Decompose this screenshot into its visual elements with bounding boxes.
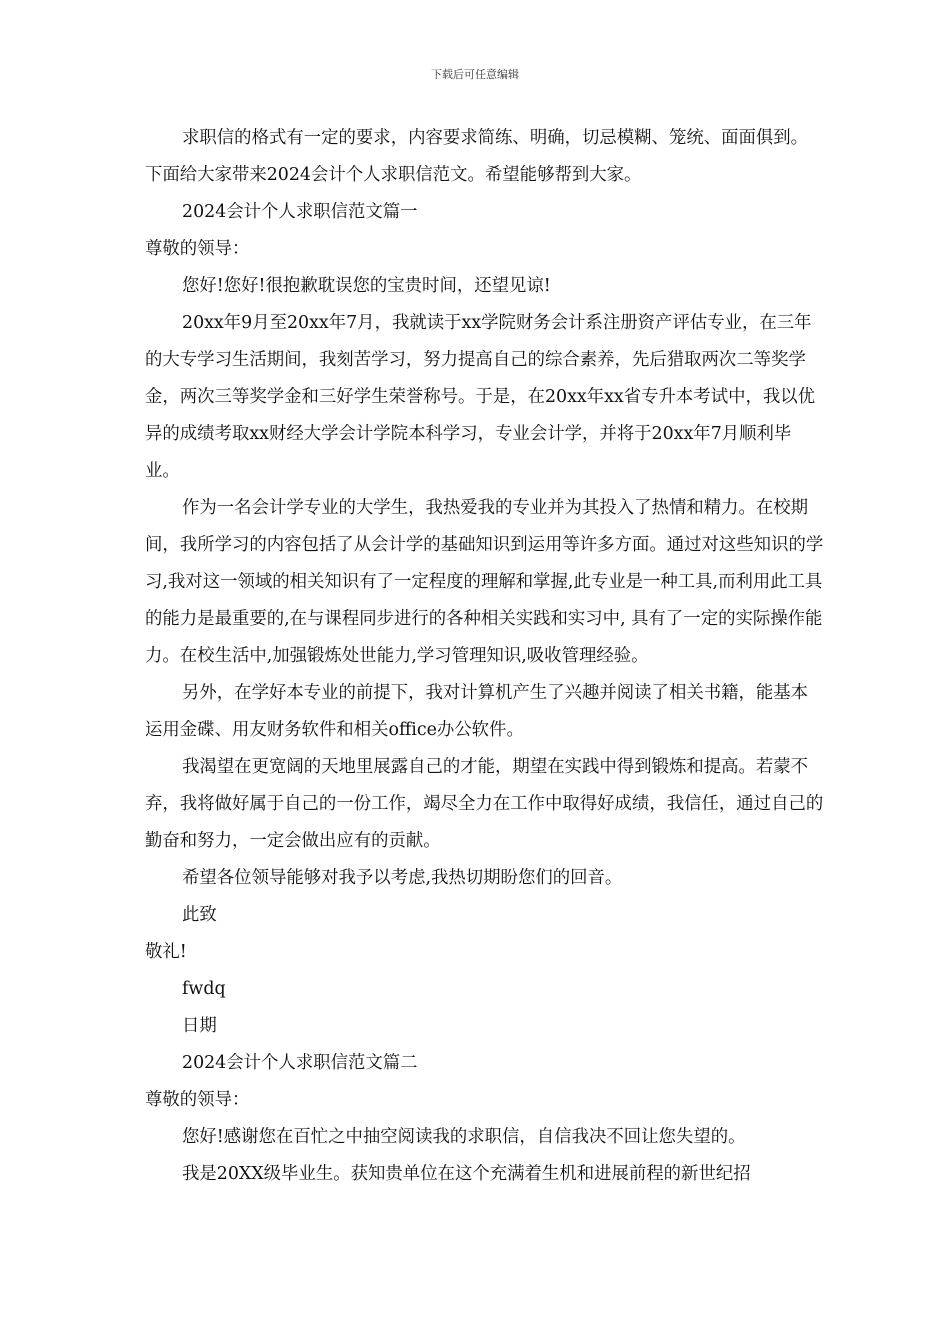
salutation-1: 尊敬的领导： (145, 239, 250, 259)
intro-paragraph: 求职信的格式有一定的要求，内容要求简练、明确，切忌模糊、笼统、面面俱到。下面给大家带来2024会计个人求职信范文。希望能够帮到大家。 (145, 128, 809, 185)
greeting-1: 您好!您好!很抱歉耽误您的宝贵时间，还望见谅! (182, 276, 551, 296)
section-title-2: 2024会计个人求职信范文篇二 (182, 1053, 418, 1073)
regards-line: 敬礼! (145, 942, 187, 962)
intro-paragraph-2: 我是20XX级毕业生。获知贵单位在这个充满着生机和进展前程的新世纪招 (182, 1164, 751, 1184)
aspiration-paragraph: 我渴望在更宽阔的天地里展露自己的才能，期望在实践中得到锻炼和提高。若蒙不弃，我将做好属于自己的一份工作，竭尽全力在工作中取得好成绩，我信任，通过自己的勤奋和努力，一定会做出应有的贡献。 (145, 757, 824, 851)
hope-paragraph: 希望各位领导能够对我予以考虑,我热切期盼您们的回音。 (182, 868, 623, 888)
date-line: 日期 (182, 1016, 217, 1036)
page-header: 下载后可任意编辑 (431, 68, 519, 81)
greeting-2: 您好!感谢您在百忙之中抽空阅读我的求职信，自信我决不回让您失望的。 (182, 1127, 746, 1147)
closing-line: 此致 (182, 905, 217, 925)
computer-skills-paragraph: 另外，在学好本专业的前提下，我对计算机产生了兴趣并阅读了相关书籍，能基本运用金碟、用友财务软件和相关office办公软件。 (145, 683, 809, 740)
salutation-2: 尊敬的领导： (145, 1090, 250, 1110)
section-title-1: 2024会计个人求职信范文篇一 (182, 202, 418, 222)
document-body (145, 120, 825, 1193)
education-paragraph: 20xx年9月至20xx年7月，我就读于xx学院财务会计系注册资产评估专业，在三年的大专学习生活期间，我刻苦学习，努力提高自己的综合素养，先后猎取两次二等奖学金，两次三等奖学金和三好学生荣誉称号。于是，在20xx年xx省专升本考试中，我以优异的成绩考取xx财经大学会计学院本科学习，专业会计学，并将于20xx年7月顺利毕业。 (145, 313, 816, 481)
major-paragraph: 作为一名会计学专业的大学生，我热爱我的专业并为其投入了热情和精力。在校期间，我所学习的内容包括了从会计学的基础知识到运用等许多方面。通过对这些知识的学习,我对这一领域的相关知识有了一定程度的理解和掌握,此专业是一种工具,而利用此工具的能力是最重要的,在与课程同步进行的各种相关实践和实习中, 具有了一定的实际操作能力。在校生活中,加强锻炼处世能力,学习管理知识,吸收管理经验。 (145, 498, 824, 666)
signature: fwdq (182, 979, 226, 999)
